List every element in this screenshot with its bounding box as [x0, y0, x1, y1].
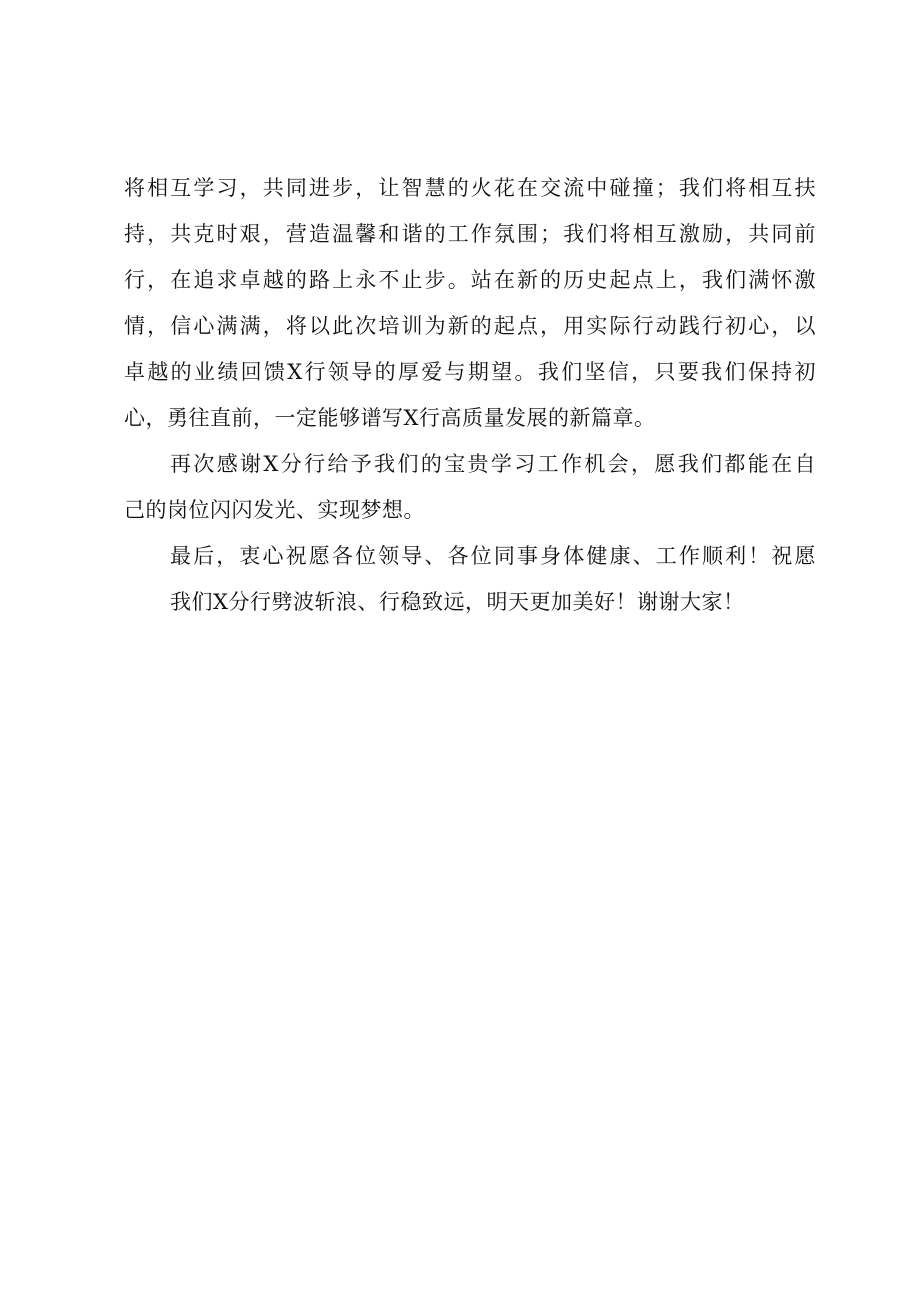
paragraph-final-wishes — [124, 533, 816, 625]
text-line: 己的岗位闪闪发光、实现梦想。 — [124, 498, 425, 522]
text-line: 最后，衷心祝愿各位领导、各位同事身体健康、工作顺利！祝愿 — [170, 544, 816, 568]
text-line: 我们X分行劈波斩浪、行稳致远，明天更加美好！谢谢大家！ — [170, 590, 745, 614]
text-line: 行，在追求卓越的路上永不止步。站在新的历史起点上，我们满怀激 — [124, 268, 816, 292]
text-line: 将相互学习，共同进步，让智慧的火花在交流中碰撞；我们将相互扶 — [124, 176, 816, 200]
text-line: 卓越的业绩回馈X行领导的厚爱与期望。我们坚信，只要我们保持初 — [124, 360, 816, 384]
paragraph-closing-commitment — [124, 165, 816, 441]
document-body — [124, 165, 816, 625]
text-line: 再次感谢X分行给予我们的宝贵学习工作机会，愿我们都能在自 — [170, 452, 816, 476]
text-line: 心，勇往直前，一定能够谱写X行高质量发展的新篇章。 — [124, 406, 656, 430]
paragraph-thanks — [124, 441, 816, 533]
text-line: 持，共克时艰，营造温馨和谐的工作氛围；我们将相互激励，共同前 — [124, 222, 816, 246]
text-line: 情，信心满满，将以此次培训为新的起点，用实际行动践行初心，以 — [124, 314, 816, 338]
